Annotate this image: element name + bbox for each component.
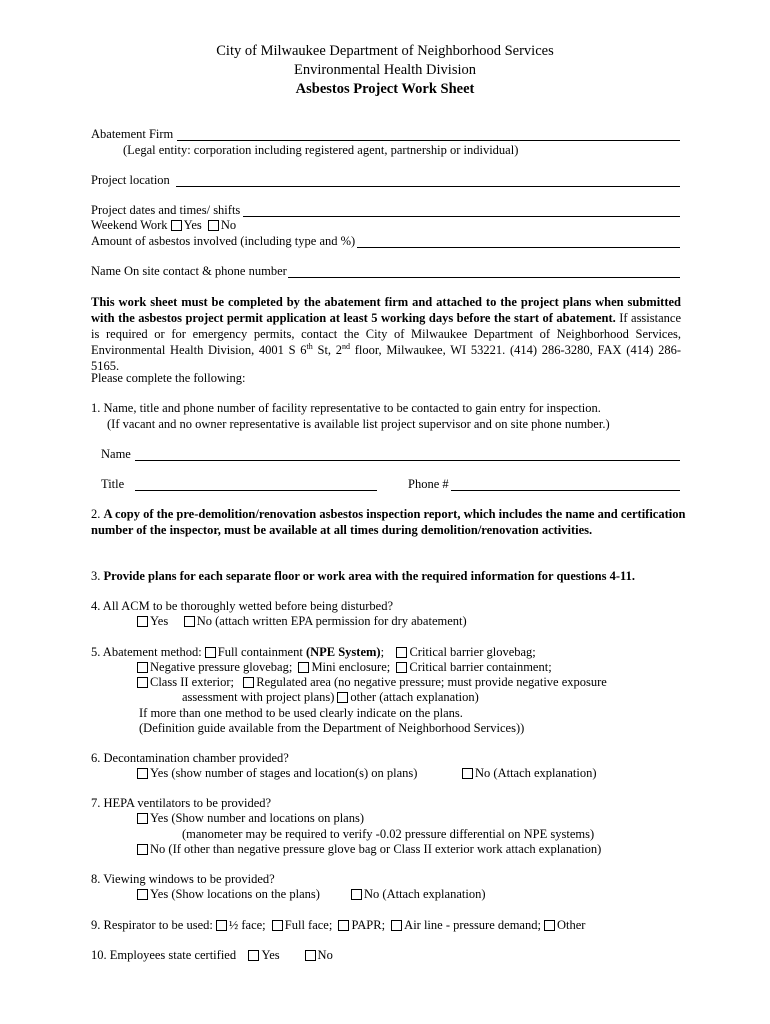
weekend-work-row xyxy=(91,218,236,233)
q5-critical-glovebag-label: Critical barrier glovebag; xyxy=(409,645,536,659)
onsite-contact-field[interactable] xyxy=(288,277,680,278)
q5-row4 xyxy=(182,690,479,705)
notice-sup-2: nd xyxy=(342,342,351,351)
q10-label: 10. Employees state certified xyxy=(91,948,237,962)
q10-row xyxy=(91,948,333,963)
q6-no xyxy=(459,766,596,781)
q7-no-checkbox[interactable] xyxy=(137,844,148,855)
q1-note: (If vacant and no owner representative is available list project supervisor and on site phone number.) xyxy=(107,417,610,431)
q7-no-label: No (If other than negative pressure glove bag or Class II exterior work attach explanation) xyxy=(150,842,602,856)
weekend-work-label: Weekend Work xyxy=(91,218,168,232)
q5-label: 5. Abatement method: xyxy=(91,645,202,659)
q7-note: (manometer may be required to verify -0.02 pressure differential on NPE systems) xyxy=(182,827,595,841)
q6-no-checkbox[interactable] xyxy=(462,768,473,779)
notice-text-1: If assistance is required or for emergency permits, contact the City of Milwaukee Department of Neighborhood Services, Environmental Health Division, 4001 S 6 xyxy=(91,311,682,357)
project-location-field[interactable] xyxy=(176,186,680,187)
q5-other-label: other (attach explanation) xyxy=(350,690,479,704)
notice-bold-2: the asbestos project permit application at least 5 working days before the start of abatement. xyxy=(118,311,616,325)
q8-text: 8. Viewing windows to be provided? xyxy=(91,872,275,886)
q4-yes-label: Yes xyxy=(150,614,169,628)
q5-critical-glovebag-checkbox[interactable] xyxy=(396,647,407,658)
q2-text2: number of the inspector, must be available at all times during demolition/renovation activities. xyxy=(91,523,593,537)
q1-name-field[interactable] xyxy=(135,460,680,461)
q5-row3 xyxy=(134,675,607,690)
weekend-yes-label: Yes xyxy=(183,218,202,232)
q4-no-label: No (attach written EPA permission for dry abatement) xyxy=(196,614,467,628)
q9-row xyxy=(91,918,585,933)
q6-yes xyxy=(134,766,417,781)
q9-full-face-label: Full face; xyxy=(284,918,333,932)
q9-airline-label: Air line - pressure demand; xyxy=(404,918,541,932)
notice-text-2: St, 2 xyxy=(312,343,343,357)
q5-row1 xyxy=(91,645,536,660)
q6-yes-label: Yes (show number of stages and location(s) on plans) xyxy=(150,766,418,780)
q5-negative-glovebag-checkbox[interactable] xyxy=(137,662,148,673)
q5-critical-containment-label: Critical barrier containment; xyxy=(409,660,552,674)
q9-half-face-checkbox[interactable] xyxy=(216,920,227,931)
q4-text: 4. All ACM to be thoroughly wetted before being disturbed? xyxy=(91,599,394,613)
q7-no xyxy=(134,842,601,857)
amount-asbestos-label: Amount of asbestos involved (including type and %) xyxy=(91,234,356,248)
page-title: Asbestos Project Work Sheet xyxy=(295,81,475,97)
notice-text-3: floor, Milwaukee, WI 53221. (414) 286-3280, FAX (414) 286-5165. xyxy=(91,343,681,373)
q5-negative-glovebag-label: Negative pressure glovebag; xyxy=(150,660,293,674)
q3-line xyxy=(91,569,635,584)
q5-row2 xyxy=(134,660,552,675)
weekend-yes-checkbox[interactable] xyxy=(171,220,182,231)
q7-yes-label: Yes (Show number and locations on plans) xyxy=(150,811,364,825)
q6-text: 6. Decontamination chamber provided? xyxy=(91,751,289,765)
q9-label: 9. Respirator to be used: xyxy=(91,918,213,932)
q10-no-label: No xyxy=(317,948,333,962)
project-location-label: Project location xyxy=(91,173,170,187)
header-line2: Environmental Health Division xyxy=(293,62,477,78)
abatement-firm-label: Abatement Firm xyxy=(91,127,174,141)
q1-title-label: Title xyxy=(101,477,125,491)
q3-text: Provide plans for each separate floor or work area with the required information for questions 4-11. xyxy=(103,569,635,583)
q9-papr-label: PAPR; xyxy=(351,918,386,932)
q9-half-face-label: ½ face; xyxy=(228,918,266,932)
q7-yes-checkbox[interactable] xyxy=(137,813,148,824)
onsite-contact-label: Name On site contact & phone number xyxy=(91,264,287,278)
q6-yes-checkbox[interactable] xyxy=(137,768,148,779)
q6-no-label: No (Attach explanation) xyxy=(475,766,597,780)
q3-num: 3. xyxy=(91,569,101,583)
q8-no-label: No (Attach explanation) xyxy=(364,887,486,901)
q10-yes-checkbox[interactable] xyxy=(248,950,259,961)
q10-no-checkbox[interactable] xyxy=(305,950,316,961)
q5-mini-enclosure-checkbox[interactable] xyxy=(298,662,309,673)
q5-note1: If more than one method to be used clearly indicate on the plans. xyxy=(139,706,463,720)
q5-regulated-area-label: Regulated area (no negative pressure; must provide negative exposure xyxy=(256,675,607,689)
q10-yes-label: Yes xyxy=(261,948,280,962)
q1-text: 1. Name, title and phone number of facility representative to be contacted to gain entry for inspection. xyxy=(91,401,601,415)
abatement-firm-field[interactable] xyxy=(177,140,680,141)
q2-num: 2. xyxy=(91,507,101,521)
q9-other-label: Other xyxy=(556,918,586,932)
weekend-no-label: No xyxy=(220,218,237,232)
q8-no xyxy=(348,887,485,902)
q8-yes-label: Yes (Show locations on the plans) xyxy=(150,887,320,901)
q8-yes xyxy=(134,887,320,902)
project-dates-label: Project dates and times/ shifts xyxy=(91,203,241,217)
q5-other-checkbox[interactable] xyxy=(337,692,348,703)
q5-full-containment-checkbox[interactable] xyxy=(205,647,216,658)
q5-semicolon: ; xyxy=(380,645,385,659)
q1-name-label: Name xyxy=(101,447,131,461)
q5-critical-containment-checkbox[interactable] xyxy=(396,662,407,673)
q5-note2: (Definition guide available from the Department of Neighborhood Services)) xyxy=(139,721,525,735)
q2-line1 xyxy=(91,507,685,522)
notice-sup-1: th xyxy=(306,342,313,351)
q5-class2-label: Class II exterior; xyxy=(150,675,235,689)
q5-mini-enclosure-label: Mini enclosure; xyxy=(311,660,391,674)
q5-full-containment-label: Full containment xyxy=(217,645,306,659)
notice-paragraph xyxy=(91,294,681,374)
q9-full-face-checkbox[interactable] xyxy=(272,920,283,931)
weekend-no-checkbox[interactable] xyxy=(208,220,219,231)
q8-no-checkbox[interactable] xyxy=(351,889,362,900)
please-complete: Please complete the following: xyxy=(91,371,246,385)
amount-asbestos-field[interactable] xyxy=(357,247,680,248)
q1-phone-label: Phone # xyxy=(408,477,449,491)
q5-class2-checkbox[interactable] xyxy=(137,677,148,688)
q7-text: 7. HEPA ventilators to be provided? xyxy=(91,796,272,810)
q9-other-checkbox[interactable] xyxy=(544,920,555,931)
q9-papr-checkbox[interactable] xyxy=(338,920,349,931)
q4-options xyxy=(134,614,467,629)
notice-bold-1: This work sheet must be completed by the abatement firm and attached to the project plans when submitted with xyxy=(91,295,681,325)
abatement-firm-note: (Legal entity: corporation including registered agent, partnership or individual) xyxy=(123,143,519,157)
q4-no-checkbox[interactable] xyxy=(184,616,195,627)
q5-assessment-label: assessment with project plans) xyxy=(182,690,335,704)
q7-yes xyxy=(134,811,364,826)
q1-title-field[interactable] xyxy=(135,490,377,491)
q5-regulated-area-checkbox[interactable] xyxy=(243,677,254,688)
q9-airline-checkbox[interactable] xyxy=(391,920,402,931)
q8-yes-checkbox[interactable] xyxy=(137,889,148,900)
q5-npe-label: (NPE System) xyxy=(305,645,381,659)
project-dates-field[interactable] xyxy=(243,216,680,217)
q1-phone-field[interactable] xyxy=(451,490,680,491)
q2-text1: A copy of the pre-demolition/renovation asbestos inspection report, which includes the name and certification xyxy=(103,507,686,521)
q4-yes-checkbox[interactable] xyxy=(137,616,148,627)
header-line1: City of Milwaukee Department of Neighborhood Services xyxy=(216,43,554,59)
